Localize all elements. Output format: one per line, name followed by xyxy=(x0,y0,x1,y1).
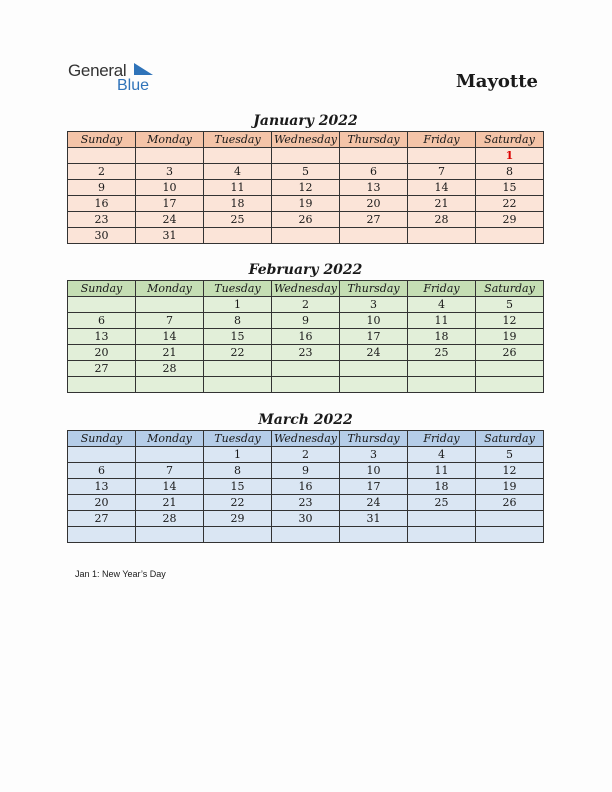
weekday-header: Thursday xyxy=(340,281,408,297)
calendar-body xyxy=(68,447,544,543)
day-cell: 16 xyxy=(272,479,340,495)
day-cell: 30 xyxy=(68,228,136,244)
day-cell xyxy=(476,377,544,393)
week-row xyxy=(68,479,544,495)
day-cell: 30 xyxy=(272,511,340,527)
weekday-header: Monday xyxy=(136,431,204,447)
weekday-header: Sunday xyxy=(68,281,136,297)
weekday-header: Wednesday xyxy=(272,281,340,297)
day-cell: 21 xyxy=(136,345,204,361)
day-cell: 27 xyxy=(68,361,136,377)
weekday-header: Saturday xyxy=(476,281,544,297)
calendar-table xyxy=(67,131,544,244)
day-cell xyxy=(68,447,136,463)
day-cell: 11 xyxy=(408,463,476,479)
day-cell: 13 xyxy=(68,479,136,495)
weekday-header: Monday xyxy=(136,281,204,297)
day-cell: 22 xyxy=(476,196,544,212)
day-cell: 28 xyxy=(408,212,476,228)
day-cell: 1 xyxy=(204,297,272,313)
week-row xyxy=(68,196,544,212)
day-cell: 15 xyxy=(204,479,272,495)
day-cell: 8 xyxy=(476,164,544,180)
day-cell: 4 xyxy=(408,447,476,463)
week-row xyxy=(68,329,544,345)
day-cell xyxy=(68,377,136,393)
day-cell: 24 xyxy=(340,345,408,361)
day-cell: 24 xyxy=(340,495,408,511)
day-cell: 16 xyxy=(68,196,136,212)
day-cell xyxy=(136,527,204,543)
day-cell: 23 xyxy=(272,495,340,511)
day-cell: 26 xyxy=(272,212,340,228)
week-row xyxy=(68,495,544,511)
day-cell xyxy=(340,228,408,244)
day-cell: 24 xyxy=(136,212,204,228)
month-block-march xyxy=(67,410,544,543)
month-title: February 2022 xyxy=(248,262,363,278)
day-cell: 6 xyxy=(68,313,136,329)
day-cell xyxy=(204,228,272,244)
day-cell: 26 xyxy=(476,345,544,361)
day-cell: 4 xyxy=(204,164,272,180)
week-row xyxy=(68,527,544,543)
day-cell: 3 xyxy=(136,164,204,180)
day-cell: 10 xyxy=(136,180,204,196)
day-cell: 9 xyxy=(272,313,340,329)
weekday-header: Saturday xyxy=(476,431,544,447)
week-row xyxy=(68,345,544,361)
day-cell: 13 xyxy=(68,329,136,345)
day-cell xyxy=(476,527,544,543)
weekday-header: Monday xyxy=(136,132,204,148)
day-cell: 8 xyxy=(204,313,272,329)
calendar-body xyxy=(68,297,544,393)
day-cell: 7 xyxy=(136,313,204,329)
day-cell xyxy=(136,148,204,164)
day-cell: 10 xyxy=(340,313,408,329)
day-cell: 7 xyxy=(136,463,204,479)
day-cell: 14 xyxy=(136,479,204,495)
holiday-notes: Jan 1: New Year’s Day xyxy=(75,569,166,579)
day-cell: 5 xyxy=(272,164,340,180)
day-cell: 25 xyxy=(408,345,476,361)
month-block-january xyxy=(67,111,544,244)
day-cell xyxy=(136,377,204,393)
week-row xyxy=(68,228,544,244)
weekday-header-row xyxy=(68,431,544,447)
month-block-february xyxy=(67,260,544,393)
day-cell xyxy=(68,148,136,164)
day-cell: 28 xyxy=(136,361,204,377)
day-cell: 25 xyxy=(408,495,476,511)
day-cell: 11 xyxy=(408,313,476,329)
day-cell: 12 xyxy=(272,180,340,196)
week-row xyxy=(68,180,544,196)
day-cell: 27 xyxy=(68,511,136,527)
logo-text-general: General xyxy=(68,61,127,80)
day-cell: 26 xyxy=(476,495,544,511)
day-cell: 22 xyxy=(204,495,272,511)
day-cell: 31 xyxy=(340,511,408,527)
day-cell: 10 xyxy=(340,463,408,479)
day-cell: 28 xyxy=(136,511,204,527)
day-cell xyxy=(272,361,340,377)
day-cell: 23 xyxy=(272,345,340,361)
day-cell: 22 xyxy=(204,345,272,361)
day-cell xyxy=(204,361,272,377)
day-cell xyxy=(340,361,408,377)
day-cell xyxy=(408,148,476,164)
day-cell xyxy=(408,361,476,377)
day-cell xyxy=(272,377,340,393)
day-cell: 17 xyxy=(340,329,408,345)
day-cell xyxy=(408,511,476,527)
day-cell: 11 xyxy=(204,180,272,196)
day-cell: 29 xyxy=(204,511,272,527)
day-cell xyxy=(408,228,476,244)
day-cell: 13 xyxy=(340,180,408,196)
week-row xyxy=(68,297,544,313)
day-cell: 6 xyxy=(340,164,408,180)
day-cell: 21 xyxy=(136,495,204,511)
day-cell: 17 xyxy=(340,479,408,495)
day-cell: 6 xyxy=(68,463,136,479)
logo-triangle-icon xyxy=(134,63,154,77)
weekday-header-row xyxy=(68,132,544,148)
day-cell xyxy=(68,527,136,543)
day-cell xyxy=(204,527,272,543)
day-cell: 12 xyxy=(476,313,544,329)
day-cell xyxy=(272,527,340,543)
day-cell: 7 xyxy=(408,164,476,180)
day-cell: 15 xyxy=(476,180,544,196)
day-cell: 5 xyxy=(476,297,544,313)
day-cell xyxy=(340,377,408,393)
day-cell: 3 xyxy=(340,297,408,313)
day-cell: 29 xyxy=(476,212,544,228)
week-row xyxy=(68,212,544,228)
day-cell: 2 xyxy=(68,164,136,180)
day-cell xyxy=(340,148,408,164)
week-row xyxy=(68,164,544,180)
day-cell: 25 xyxy=(204,212,272,228)
day-cell: 27 xyxy=(340,212,408,228)
day-cell: 20 xyxy=(340,196,408,212)
country-title: Mayotte xyxy=(455,71,538,92)
brand-logo xyxy=(68,61,168,97)
day-cell xyxy=(408,377,476,393)
day-cell: 14 xyxy=(408,180,476,196)
day-cell: 19 xyxy=(476,479,544,495)
weekday-header: Tuesday xyxy=(204,281,272,297)
day-cell: 18 xyxy=(204,196,272,212)
day-cell xyxy=(476,511,544,527)
day-cell: 18 xyxy=(408,479,476,495)
week-row xyxy=(68,463,544,479)
day-cell: 5 xyxy=(476,447,544,463)
day-cell: 2 xyxy=(272,447,340,463)
weekday-header: Thursday xyxy=(340,132,408,148)
day-cell: 18 xyxy=(408,329,476,345)
day-cell: 1 xyxy=(204,447,272,463)
day-cell: 8 xyxy=(204,463,272,479)
day-cell xyxy=(136,447,204,463)
day-cell: 4 xyxy=(408,297,476,313)
day-cell xyxy=(272,148,340,164)
month-title: January 2022 xyxy=(253,113,358,129)
day-cell: 9 xyxy=(272,463,340,479)
day-cell xyxy=(340,527,408,543)
day-cell: 14 xyxy=(136,329,204,345)
day-cell: 9 xyxy=(68,180,136,196)
weekday-header-row xyxy=(68,281,544,297)
weekday-header: Friday xyxy=(408,132,476,148)
day-cell: 20 xyxy=(68,345,136,361)
day-cell xyxy=(272,228,340,244)
week-row xyxy=(68,148,544,164)
weekday-header: Sunday xyxy=(68,431,136,447)
day-cell xyxy=(204,148,272,164)
week-row xyxy=(68,361,544,377)
day-cell: 19 xyxy=(272,196,340,212)
weekday-header: Tuesday xyxy=(204,431,272,447)
day-cell: 2 xyxy=(272,297,340,313)
day-cell xyxy=(408,527,476,543)
week-row xyxy=(68,377,544,393)
day-cell: 16 xyxy=(272,329,340,345)
weekday-header: Friday xyxy=(408,281,476,297)
week-row xyxy=(68,313,544,329)
day-cell: 19 xyxy=(476,329,544,345)
weekday-header: Sunday xyxy=(68,132,136,148)
day-cell xyxy=(476,228,544,244)
day-cell: 23 xyxy=(68,212,136,228)
day-cell: 21 xyxy=(408,196,476,212)
weekday-header: Friday xyxy=(408,431,476,447)
calendar-body xyxy=(68,148,544,244)
weekday-header: Thursday xyxy=(340,431,408,447)
day-cell: 31 xyxy=(136,228,204,244)
week-row xyxy=(68,511,544,527)
calendar-table xyxy=(67,280,544,393)
weekday-header: Wednesday xyxy=(272,431,340,447)
weekday-header: Wednesday xyxy=(272,132,340,148)
weekday-header: Saturday xyxy=(476,132,544,148)
week-row xyxy=(68,447,544,463)
day-cell: 12 xyxy=(476,463,544,479)
day-cell: 17 xyxy=(136,196,204,212)
month-title: March 2022 xyxy=(258,412,353,428)
day-cell: 3 xyxy=(340,447,408,463)
logo-text-blue: Blue xyxy=(117,77,150,94)
day-cell xyxy=(136,297,204,313)
day-cell xyxy=(204,377,272,393)
day-cell: 15 xyxy=(204,329,272,345)
day-cell xyxy=(68,297,136,313)
day-cell: 20 xyxy=(68,495,136,511)
day-cell xyxy=(476,361,544,377)
day-cell: 1 xyxy=(476,148,544,164)
calendar-table xyxy=(67,430,544,543)
weekday-header: Tuesday xyxy=(204,132,272,148)
